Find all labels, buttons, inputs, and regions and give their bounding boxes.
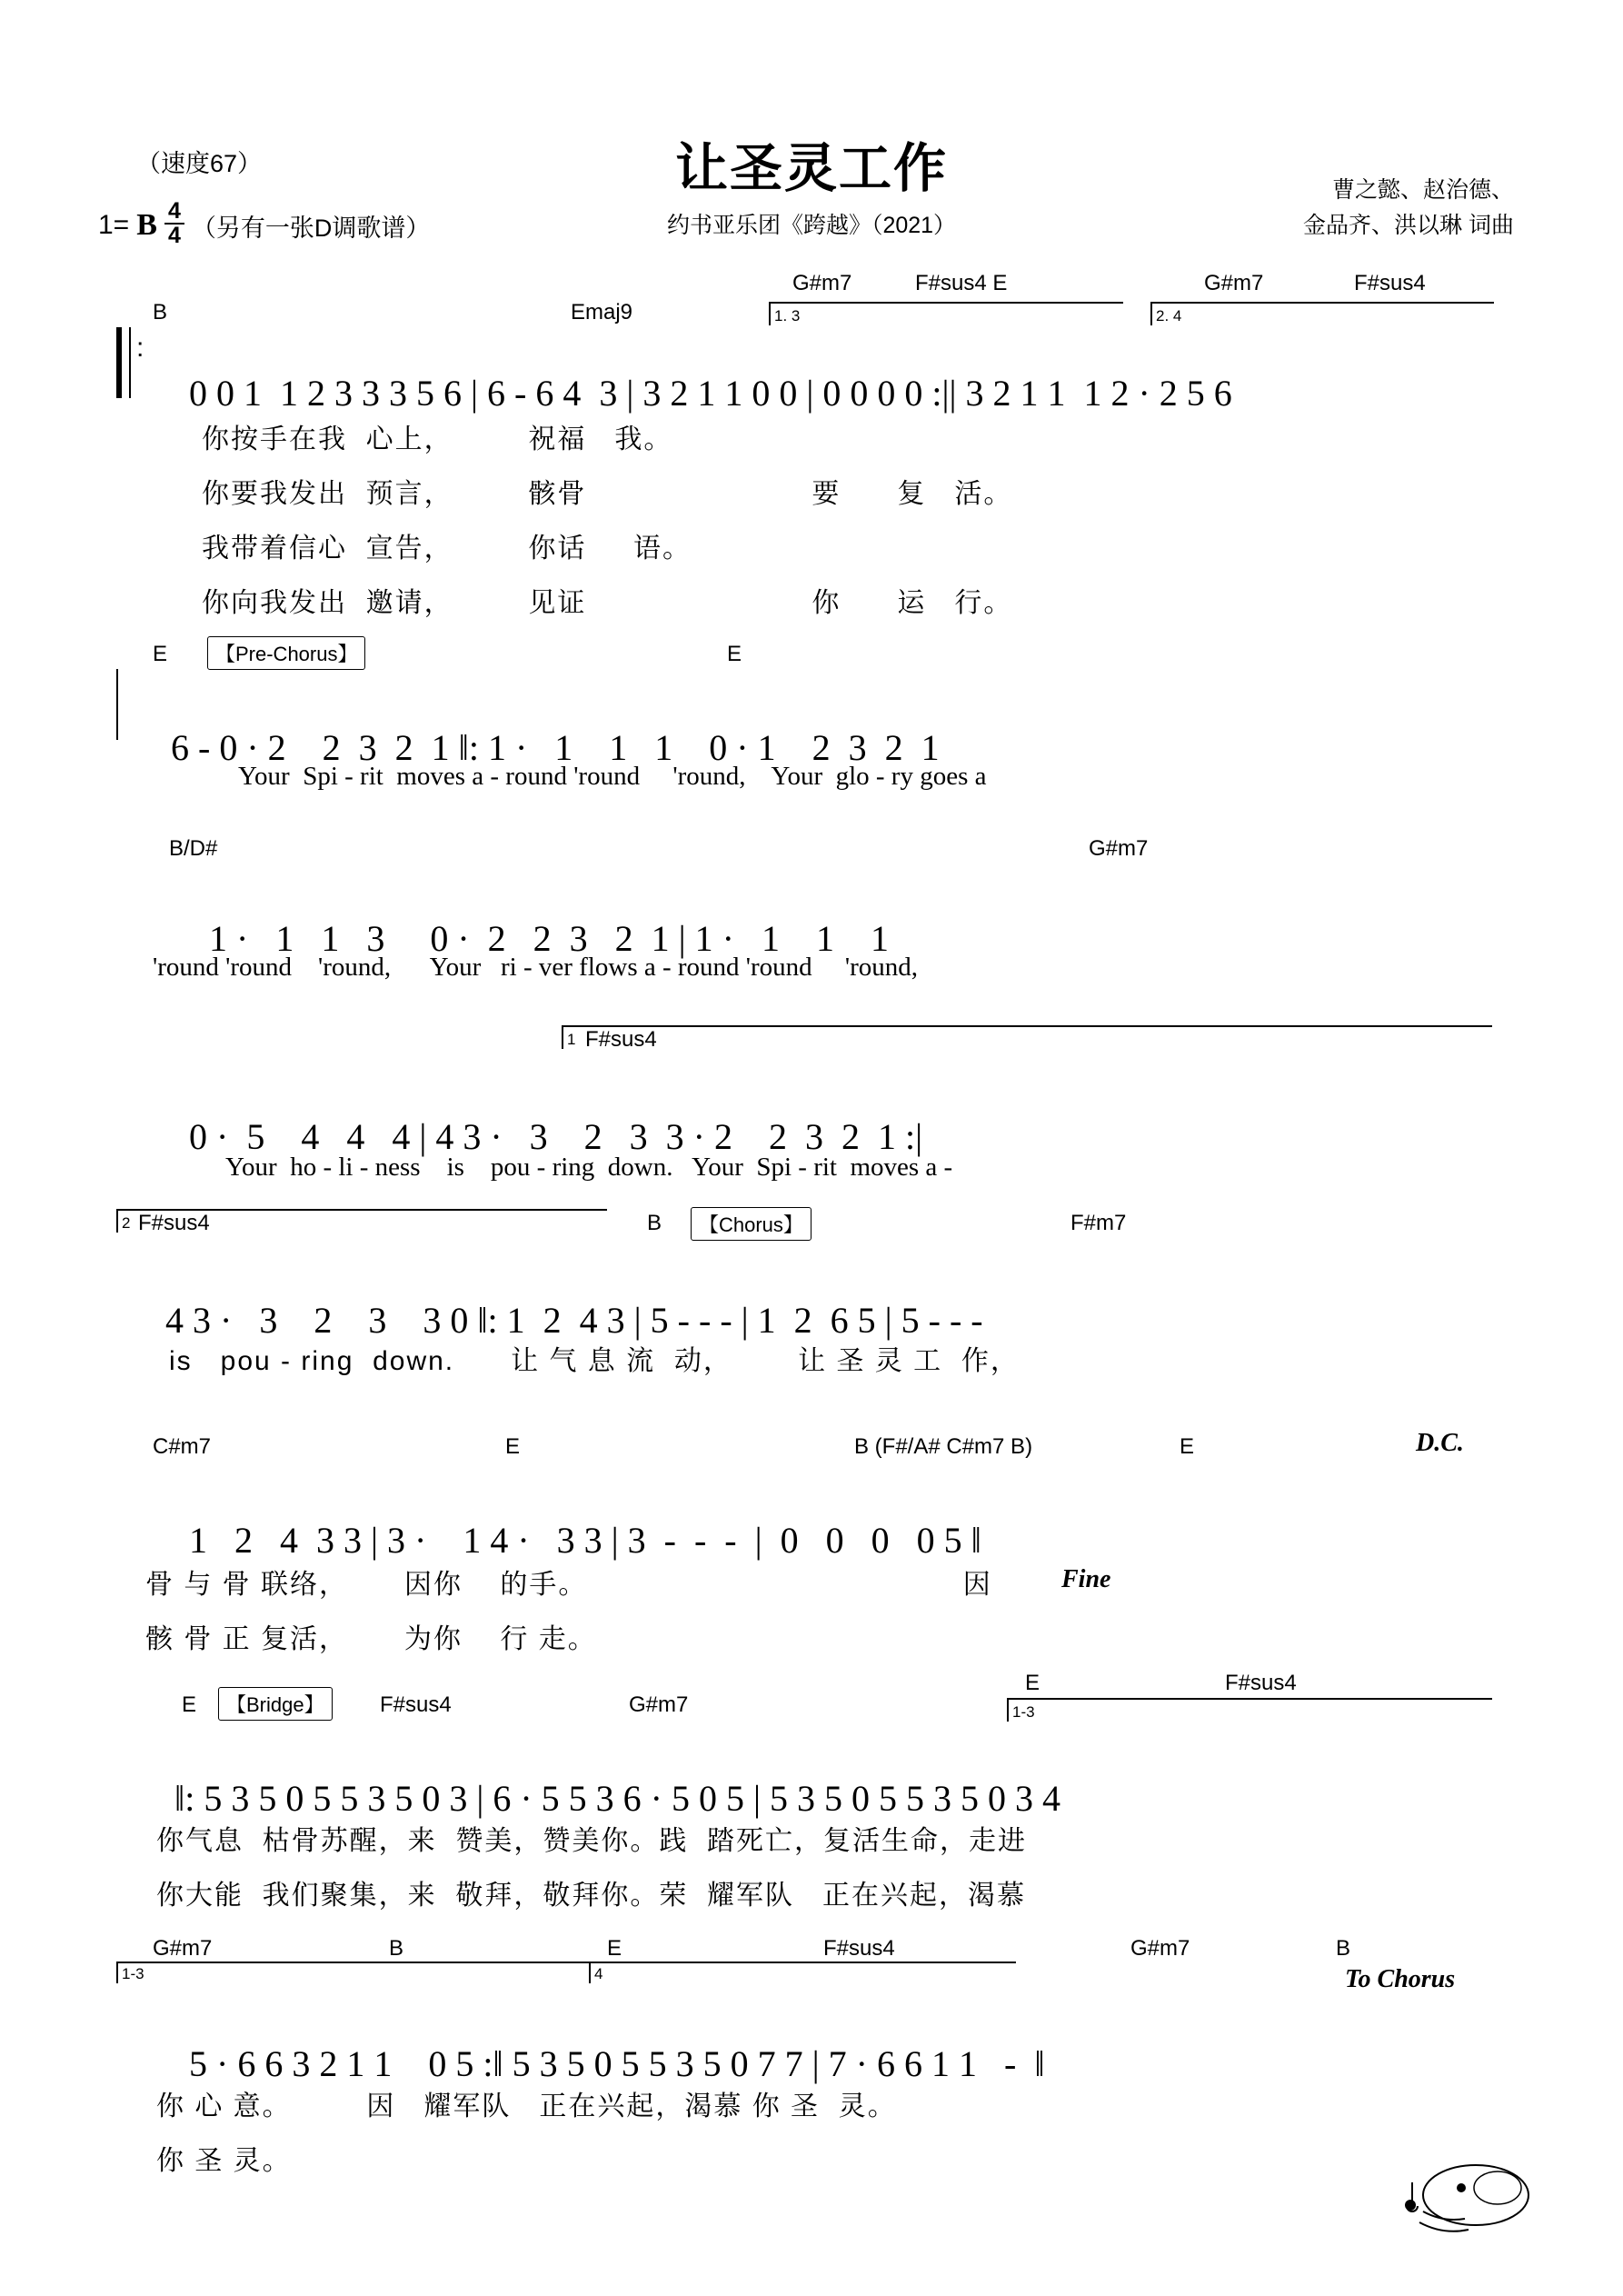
lyrics-1-4: 你向我发出 邀请， 见证 你 运 行。 xyxy=(202,588,1013,618)
chord-fsharpsus4-s4: F#sus4 xyxy=(585,1027,657,1052)
notes-system-2 xyxy=(134,684,940,812)
chord-fsharpsus4: F#sus4 xyxy=(1354,271,1426,295)
section-pre-chorus: 【Pre-Chorus】 xyxy=(207,636,365,670)
chord-b-d-sharp: B/D# xyxy=(169,836,218,861)
chord-b-s8b: B xyxy=(1336,1936,1351,1961)
chord-e-s8: E xyxy=(607,1936,622,1961)
dc-marking: D.C. xyxy=(1416,1429,1464,1457)
lyrics-6-2: 骸 骨 正 复活， 为你 行 走。 xyxy=(145,1624,597,1654)
section-bridge: 【Bridge】 xyxy=(218,1687,333,1721)
volta-2-bracket-left xyxy=(1150,302,1152,325)
volta-bracket-s5-left xyxy=(116,1209,118,1233)
chord-e-2: E xyxy=(727,642,742,666)
page-subtitle: 约书亚乐团《跨越》（2021） xyxy=(666,213,957,238)
volta-bracket-s4 xyxy=(562,1025,1492,1027)
lyrics-1-2: 你要我发出 预言， 骸骨 要 复 活。 xyxy=(202,479,1013,509)
credits-line-2: 金品齐、洪以琳 词曲 xyxy=(1303,212,1514,238)
volta-bracket-s8 xyxy=(116,1962,589,1963)
chord-fsharpsus4-s5: F#sus4 xyxy=(138,1211,210,1235)
notes-system-2-text: 6 - 0 · 2 2 3 2 1 ‖: 1 · 1 1 1 0 · 1 2 3 2 1 xyxy=(171,727,940,768)
chord-csharpm7: C#m7 xyxy=(153,1434,212,1459)
chord-gsharpm7-2: G#m7 xyxy=(1204,271,1264,295)
volta-bracket-s8-left xyxy=(116,1962,118,1983)
chord-e-s6: E xyxy=(505,1434,521,1459)
chord-emaj9: Emaj9 xyxy=(571,300,633,324)
key-letter: B xyxy=(136,208,157,242)
to-chorus-marking: To Chorus xyxy=(1345,1965,1456,1993)
lyrics-4-1: Your ho - li - ness is pou - ring down. Your Spi - rit moves a - xyxy=(225,1153,953,1182)
chord-fsharpsus4-bridge2: F#sus4 xyxy=(1225,1671,1297,1695)
lyrics-8-2: 你 圣 灵。 xyxy=(156,2146,292,2176)
volta-1-bracket xyxy=(769,302,1123,304)
chord-gsharpm7: G#m7 xyxy=(792,271,852,295)
key-prefix: 1= xyxy=(98,210,130,240)
credits-line-1: 曹之懿、赵治德、 xyxy=(1331,177,1514,203)
lyrics-1-1: 你按手在我 心上， 祝福 我。 xyxy=(202,424,673,454)
repeat-start-dots: : xyxy=(136,333,144,363)
section-chorus: 【Chorus】 xyxy=(691,1207,812,1241)
lyrics-8-1: 你 心 意。 因 耀军队 正在兴起，渴慕 你 圣 灵。 xyxy=(156,2091,897,2121)
volta-bracket-s4-left xyxy=(562,1025,563,1049)
alternate-key-note: （另有一张D调歌谱） xyxy=(191,214,431,242)
volta-label-s5: 2 xyxy=(122,1214,131,1232)
notes-system-5-text: 4 3 · 3 2 3 3 0 ‖: 1 2 4 3 | 5 - - - | 1 2 6 5 | 5 - - - xyxy=(165,1300,983,1341)
repeat-start-thick xyxy=(116,327,122,398)
credits xyxy=(1303,173,1514,244)
lyrics-7-1: 你气息 枯骨苏醒，来 赞美，赞美你。践 踏死亡，复活生命，走进 xyxy=(156,1826,1028,1856)
notes-system-4-text: 0 · 5 4 4 4 | 4 3 · 3 2 3 3 · 2 2 3 2 1 :| xyxy=(189,1116,923,1157)
volta-label-s7: 1-3 xyxy=(1012,1703,1035,1721)
lyrics-5-1: is pou - ring down. 让 气 息 流 动， 让 圣 灵 工 作， xyxy=(169,1346,1020,1376)
notes-system-1-text: 0 0 1 1 2 3 3 3 5 6 | 6 - 6 4 3 | 3 2 1 1 0 0 | 0 0 0 0 :|| 3 2 1 1 1 2 · 2 5 6 xyxy=(189,373,1232,414)
chord-gsharpm7-s8b: G#m7 xyxy=(1130,1936,1190,1961)
time-signature-denominator: 4 xyxy=(167,223,181,248)
volta-label-s4: 1 xyxy=(567,1031,576,1048)
notes-system-3 xyxy=(173,874,889,1003)
chord-e-bridge2: E xyxy=(1025,1671,1041,1695)
time-signature-numerator: 4 xyxy=(167,198,181,224)
notes-system-6-text: 1 2 4 3 3 | 3 · 1 4 · 3 3 | 3 - - - | 0 0 0 0 5 ‖ xyxy=(189,1520,981,1561)
lyrics-1-3: 我带着信心 宣告， 你话 语。 xyxy=(202,534,692,564)
notes-system-7-text: ‖: 5 3 5 0 5 5 3 5 0 3 | 6 · 5 5 3 6 · 5 0 5 | 5 3 5 0 5 5 3 5 0 3 4 xyxy=(174,1778,1060,1819)
fine-marking: Fine xyxy=(1061,1565,1111,1593)
volta-2-bracket xyxy=(1150,302,1494,304)
chord-b-s8: B xyxy=(389,1936,404,1961)
chord-b-chorus: B xyxy=(647,1211,662,1235)
repeat-start-thin xyxy=(129,327,131,398)
chord-fsharpsus4-e: F#sus4 E xyxy=(915,271,1008,295)
volta-bracket-s7-left xyxy=(1007,1698,1009,1722)
volta-bracket-s8b-left xyxy=(589,1962,591,1983)
chord-b-parens: B (F#/A# C#m7 B) xyxy=(854,1434,1033,1459)
volta-label-s8b: 4 xyxy=(594,1965,603,1982)
chord-gsharpm7-s8: G#m7 xyxy=(153,1936,213,1961)
page-title: 让圣灵工作 xyxy=(674,139,948,198)
tempo-marking: （速度67） xyxy=(136,150,263,177)
chord-fsharpsus4-s8: F#sus4 xyxy=(823,1936,895,1961)
chord-e-1: E xyxy=(153,642,168,666)
notes-system-8-text: 5 · 6 6 3 2 1 1 0 5 :‖ 5 3 5 0 5 5 3 5 0 7 7 | 7 · 6 6 1 1 - ‖ xyxy=(189,2043,1045,2084)
chord-gsharpm7-bridge: G#m7 xyxy=(629,1692,689,1717)
volta-1-bracket-left xyxy=(769,302,771,325)
chord-fsharpsus4-bridge: F#sus4 xyxy=(380,1692,452,1717)
chord-b: B xyxy=(153,300,168,324)
lyrics-2-1: Your Spi - rit moves a - round 'round 'round, Your glo - ry goes a xyxy=(238,762,987,791)
system-2-barline xyxy=(116,669,118,740)
lyrics-3-1: 'round 'round 'round, Your ri - ver flows a - round 'round 'round, xyxy=(153,953,919,982)
chord-fsharpm7: F#m7 xyxy=(1070,1211,1127,1235)
chord-e-s6b: E xyxy=(1180,1434,1195,1459)
chord-e-bridge: E xyxy=(182,1692,197,1717)
volta-2-label: 2. 4 xyxy=(1156,307,1182,324)
chord-gsharpm7-3: G#m7 xyxy=(1089,836,1149,861)
lyrics-6-1: 骨 与 骨 联络， 因你 的手。 因 xyxy=(145,1570,992,1600)
notes-system-3-text: 1 · 1 1 3 0 · 2 2 3 2 1 | 1 · 1 1 1 xyxy=(209,918,889,959)
watermark-logo xyxy=(1396,2155,1537,2241)
lyrics-7-2: 你大能 我们聚集，来 敬拜，敬拜你。荣 耀军队 正在兴起，渴慕 xyxy=(156,1881,1027,1911)
volta-bracket-s7 xyxy=(1007,1698,1492,1700)
volta-bracket-s8b xyxy=(589,1962,1016,1963)
volta-1-label: 1. 3 xyxy=(774,307,801,324)
volta-label-s8a: 1-3 xyxy=(122,1965,144,1982)
